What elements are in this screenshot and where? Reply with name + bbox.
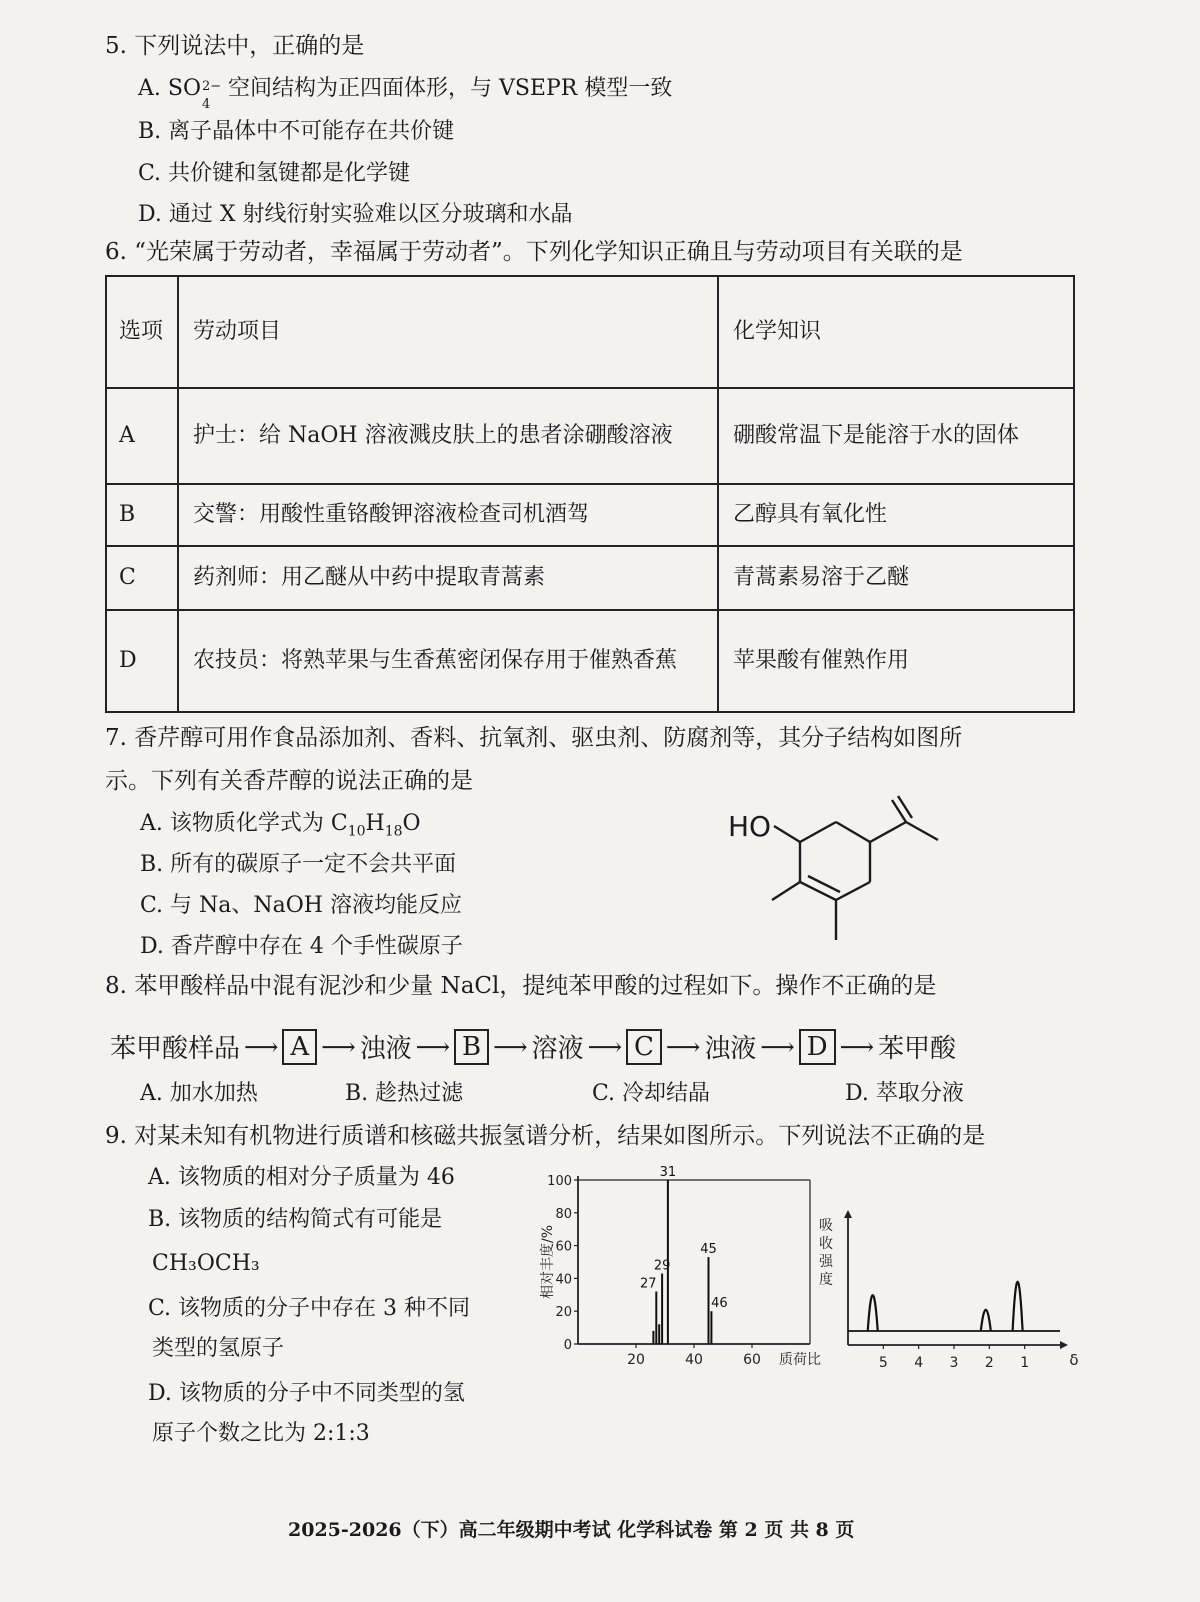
page-footer: 2025-2026（下）高二年级期中考试 化学科试卷 第 2 页 共 8 页	[288, 1519, 855, 1541]
so4-superscript: 2−	[201, 79, 222, 94]
q5-option-c: C. 共价键和氢键都是化学键	[138, 161, 411, 186]
table-row	[106, 388, 1074, 484]
table-row	[106, 610, 1074, 712]
x-tick-label: 5	[878, 1355, 888, 1371]
arrow-right-icon: ⟶	[665, 1032, 701, 1061]
q8-option-a: A. 加水加热	[140, 1081, 258, 1106]
flow-mid-3: 浊液	[704, 1034, 757, 1064]
q9-option-a: A. 该物质的相对分子质量为 46	[148, 1165, 455, 1190]
q9-option-b-line1: B. 该物质的结构简式有可能是	[148, 1207, 443, 1232]
nmr-peak	[981, 1310, 991, 1331]
y-tick-label: 60	[555, 1239, 572, 1255]
so4-subscript: 4	[201, 97, 211, 112]
q9-option-d-line2: 原子个数之比为 2:1:3	[152, 1421, 370, 1446]
nmr-spectrum-marks	[819, 1210, 1079, 1371]
y-tick-label: 40	[555, 1272, 572, 1288]
arrow-right-icon: ⟶	[587, 1032, 622, 1061]
row-key: D	[106, 610, 178, 712]
q9-option-d-line1: D. 该物质的分子中不同类型的氢	[148, 1381, 465, 1406]
q8-option-c: C. 冷却结晶	[592, 1081, 711, 1106]
y-axis-label-char: 吸	[819, 1218, 833, 1234]
q9-stem: 9. 对某未知有机物进行质谱和核磁共振氢谱分析，结果如图所示。下列说法不正确的是	[105, 1123, 986, 1149]
arrow-right-icon: ⟶	[321, 1032, 356, 1061]
so4-ion-charge	[201, 77, 222, 112]
q8-option-b: B. 趁热过滤	[345, 1081, 464, 1106]
arrow-right-icon: ⟶	[839, 1032, 874, 1061]
row-project: 交警：用酸性重铬酸钾溶液检查司机酒驾	[178, 484, 718, 546]
q7-option-a-prefix: A. 该物质化学式为 C	[140, 811, 348, 836]
header-option: 选项	[106, 276, 178, 388]
q9-option-c-line1: C. 该物质的分子中存在 3 种不同	[148, 1296, 471, 1321]
q5-stem: 5. 下列说法中，正确的是	[105, 33, 365, 59]
hydrogen-symbol: H	[365, 811, 385, 836]
row-knowledge: 乙醇具有氧化性	[718, 484, 1074, 546]
x-tick-label: 40	[685, 1352, 703, 1368]
y-tick-label: 100	[547, 1174, 572, 1189]
flow-mid-1: 浊液	[359, 1034, 412, 1064]
x-axis-label: 质荷比	[779, 1352, 821, 1368]
ring-bonds	[772, 796, 938, 940]
nmr-spectrum-chart	[819, 1200, 1085, 1400]
y-axis-label-char: 度	[819, 1272, 833, 1288]
x-tick-label: 1	[1020, 1355, 1030, 1371]
peak-label: 27	[640, 1276, 657, 1292]
arrow-right-icon: ⟶	[760, 1032, 795, 1061]
q5-option-d: D. 通过 X 射线衍射实验难以区分玻璃和水晶	[138, 202, 573, 227]
table-row	[106, 546, 1074, 610]
row-knowledge: 硼酸常温下是能溶于水的固体	[718, 388, 1074, 484]
x-tick-label: 2	[984, 1355, 994, 1371]
x-tick-label: 60	[743, 1352, 761, 1368]
x-axis-arrow-icon	[1060, 1341, 1068, 1349]
q6-table	[105, 275, 1075, 713]
q8-stem: 8. 苯甲酸样品中混有泥沙和少量 NaCl，提纯苯甲酸的过程如下。操作不正确的是	[105, 973, 937, 999]
header-knowledge: 化学知识	[718, 276, 1074, 388]
q7-option-b: B. 所有的碳原子一定不会共平面	[140, 852, 457, 877]
flow-step-c: C	[626, 1029, 662, 1065]
row-project: 护士：给 NaOH 溶液溅皮肤上的患者涂硼酸溶液	[178, 388, 718, 484]
q7-stem-line2: 示。下列有关香芹醇的说法正确的是	[105, 768, 473, 794]
hydroxyl-label: HO	[728, 810, 772, 843]
arrow-right-icon: ⟶	[415, 1032, 451, 1061]
mass-spectrum-marks	[539, 1165, 821, 1368]
x-axis-label: δ	[1069, 1351, 1079, 1369]
purification-flow	[110, 1028, 956, 1065]
q5-option-b: B. 离子晶体中不可能存在共价键	[138, 119, 455, 144]
arrow-right-icon: ⟶	[244, 1032, 279, 1061]
x-tick-label: 3	[949, 1355, 959, 1371]
q5-option-a	[138, 73, 673, 112]
row-knowledge: 苹果酸有催熟作用	[718, 610, 1074, 712]
peak-label: 45	[700, 1242, 717, 1258]
q5-option-a-prefix: A. SO	[138, 76, 201, 101]
carbon-count: 10	[347, 823, 366, 840]
q7-option-a	[140, 808, 421, 847]
table-row	[106, 484, 1074, 546]
q5-option-a-rest: 空间结构为正四面体形，与 VSEPR 模型一致	[220, 76, 673, 101]
row-key: C	[106, 546, 178, 610]
q6-stem: 6. “光荣属于劳动者，幸福属于劳动者”。下列化学知识正确且与劳动项目有关联的是	[105, 239, 963, 265]
y-tick-label: 20	[555, 1305, 572, 1321]
peak-label: 46	[711, 1296, 728, 1312]
row-key: A	[106, 388, 178, 484]
oxygen-symbol: O	[402, 811, 421, 836]
nmr-peak	[1013, 1282, 1023, 1331]
flow-mid-2: 溶液	[531, 1034, 584, 1064]
peak-label: 31	[659, 1165, 677, 1180]
peak-label: 29	[653, 1258, 671, 1274]
table-header-row	[106, 276, 1074, 388]
row-key: B	[106, 484, 178, 546]
q7-option-d: D. 香芹醇中存在 4 个手性碳原子	[140, 934, 463, 959]
y-axis-label-char: 收	[819, 1236, 833, 1252]
y-axis-arrow-icon	[844, 1210, 852, 1218]
q9-option-c-line2: 类型的氢原子	[152, 1336, 285, 1361]
y-axis-label: 相对丰度/%	[540, 1224, 556, 1300]
flow-end: 苯甲酸	[877, 1034, 956, 1064]
arrow-right-icon: ⟶	[493, 1032, 528, 1061]
carveol-structure	[728, 800, 968, 950]
flow-start: 苯甲酸样品	[110, 1034, 241, 1064]
flow-step-d: D	[799, 1029, 836, 1065]
x-tick-label: 4	[914, 1355, 924, 1371]
y-tick-label: 0	[563, 1338, 572, 1353]
q8-option-d: D. 萃取分液	[845, 1081, 964, 1106]
x-tick-label: 20	[627, 1352, 645, 1368]
row-project: 农技员：将熟苹果与生香蕉密闭保存用于催熟香蕉	[178, 610, 718, 712]
flow-step-b: B	[454, 1029, 489, 1065]
mass-spectrum-chart	[540, 1162, 830, 1402]
nmr-peak	[868, 1295, 878, 1331]
q9-option-b-line2: CH₃OCH₃	[152, 1251, 260, 1276]
row-knowledge: 青蒿素易溶于乙醚	[718, 546, 1074, 610]
y-axis-label-char: 强	[819, 1254, 833, 1270]
header-project: 劳动项目	[178, 276, 718, 388]
hydrogen-count: 18	[384, 823, 403, 840]
q7-stem-line1: 7. 香芹醇可用作食品添加剂、香料、抗氧剂、驱虫剂、防腐剂等，其分子结构如图所	[105, 725, 963, 751]
row-project: 药剂师：用乙醚从中药中提取青蒿素	[178, 546, 718, 610]
y-tick-label: 80	[555, 1206, 572, 1222]
q7-option-c: C. 与 Na、NaOH 溶液均能反应	[140, 893, 462, 918]
flow-step-a: A	[282, 1029, 317, 1065]
